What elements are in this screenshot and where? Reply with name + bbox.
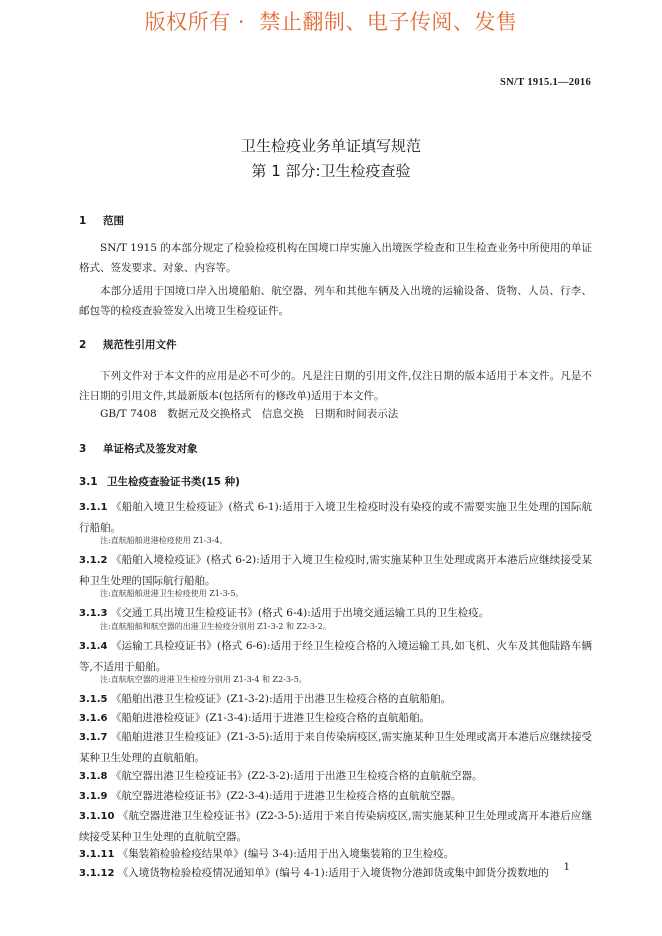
standard-number: SN/T 1915.1—2016: [500, 77, 591, 88]
item-number: 3.1.3: [79, 608, 108, 619]
item-text: 《船舶进港检疫证》(Z1-3-4):适用于进港卫生检疫合格的直航船舶。: [110, 712, 430, 724]
list-item: [79, 766, 592, 787]
item-number: 3.1.12: [79, 868, 115, 879]
section-number: 1: [79, 215, 87, 227]
item-text: 《船舶进港卫生检疫证》(Z1-3-5):适用于来自传染病疫区,需实施某种卫生处理或离开本港后应继续接受某种卫生处理的直航船舶。: [79, 731, 593, 764]
list-item: [79, 708, 592, 729]
page-number: 1: [563, 862, 570, 873]
note: 注:直航航空器的进港卫生检疫分别用 Z1-3-4 和 Z2-3-5。: [100, 675, 307, 684]
document-subtitle: 第 1 部分:卫生检疫查验: [251, 162, 411, 180]
list-item: [79, 863, 569, 883]
note: 注:直航船舶进港检疫使用 Z1-3-4。: [100, 536, 228, 545]
paragraph: SN/T 1915 的本部分规定了检验检疫机构在国境口岸实施入出境医学检查和卫生检查业务中所使用的单证格式、签发要求、对象、内容等。: [79, 242, 592, 274]
list-item: [79, 689, 592, 710]
list-item: [79, 727, 592, 768]
item-number: 3.1.6: [79, 713, 108, 724]
item-number: 3.1.9: [79, 791, 108, 802]
list-item: [79, 550, 592, 591]
item-text: 《船舶入境卫生检疫证》(格式 6-1):适用于入境卫生检疫时没有染疫的或不需要实施卫生处理的国际航行船舶。: [79, 501, 592, 534]
item-text: 《航空器进港卫生检疫证书》(Z2-3-5):适用于来自传染病疫区,需实施某种卫生处理或离开本港后应继续接受某种卫生处理的直航航空器。: [79, 810, 592, 843]
paragraph: 下列文件对于本文件的应用是必不可少的。凡是注日期的引用文件,仅注日期的版本适用于本文件。凡是不注日期的引用文件,其最新版本(包括所有的修改单)适用于本文件。: [79, 370, 592, 402]
section-label: 规范性引用文件: [103, 339, 177, 351]
section-number: 3: [79, 443, 87, 455]
item-text: 《交通工具出境卫生检疫证书》(格式 6-4):适用于出境交通运输工具的卫生检疫。: [110, 607, 490, 619]
section-number: 2: [79, 339, 87, 351]
item-number: 3.1.10: [79, 811, 115, 822]
item-number: 3.1.7: [79, 732, 108, 743]
item-text: 《集装箱检验检疫结果单》(编号 3-4):适用于出入境集装箱的卫生检疫。: [117, 848, 455, 860]
item-number: 3.1.1: [79, 502, 108, 513]
document-title: 卫生检疫业务单证填写规范: [240, 137, 421, 155]
list-item: [79, 636, 592, 677]
list-item: [79, 806, 592, 847]
item-number: 3.1.2: [79, 555, 108, 566]
note: 注:直航船舶和航空器的出港卫生检疫分别用 Z1-3-2 和 Z2-3-2。: [100, 622, 331, 631]
item-text: 《航空器出港卫生检疫证书》(Z2-3-2):适用于出港卫生检疫合格的直航航空器。: [110, 770, 483, 782]
item-text: 《船舶出港卫生检疫证》(Z1-3-2):适用于出港卫生检疫合格的直航船舶。: [110, 693, 451, 705]
item-text: 《入境货物检验检疫情况通知单》(编号 4-1):适用于入境货物分港卸货或集中卸货分拨数地的: [117, 867, 549, 879]
section-label: 单证格式及签发对象: [103, 443, 198, 455]
list-item: [79, 497, 592, 538]
item-text: 《船舶入境检疫证》(格式 6-2):适用于入境卫生检疫时,需实施某种卫生处理或离开本港后应继续接受某种卫生处理的国际航行船舶。: [79, 554, 592, 587]
list-item: [79, 786, 592, 807]
subsection-number: 3.1: [79, 476, 98, 488]
note: 注:直航船舶进港卫生检疫使用 Z1-3-5。: [100, 589, 244, 598]
paragraph: 本部分适用于国境口岸入出境船舶、航空器、列车和其他车辆及入出境的运输设备、货物、人员、行李、邮包等的检疫查验签发入出境卫生检疫证件。: [79, 285, 592, 317]
item-number: 3.1.5: [79, 694, 108, 705]
item-number: 3.1.8: [79, 771, 108, 782]
section-heading-normative-references: [79, 337, 177, 352]
item-number: 3.1.4: [79, 641, 108, 652]
item-text: 《运输工具检疫证书》(格式 6-6):适用于经卫生检疫合格的入境运输工具,如飞机、火车及其他陆路车辆等,不适用于船舶。: [79, 640, 593, 673]
section-heading-scope: [79, 213, 124, 228]
subsection-label: 卫生检疫查验证书类(15 种): [107, 476, 240, 488]
section-heading-document-formats: [79, 441, 198, 456]
reference-entry: GB/T 7408 数据元及交换格式 信息交换 日期和时间表示法: [100, 408, 399, 420]
copyright-watermark: 版权所有 · 禁止翻制、电子传阅、发售: [144, 10, 518, 34]
subsection-heading: [79, 474, 240, 489]
list-item: [79, 844, 592, 865]
item-number: 3.1.11: [79, 849, 115, 860]
section-label: 范围: [103, 215, 124, 227]
item-text: 《航空器进港检疫证书》(Z2-3-4):适用于进港卫生检疫合格的直航航空器。: [110, 790, 462, 802]
